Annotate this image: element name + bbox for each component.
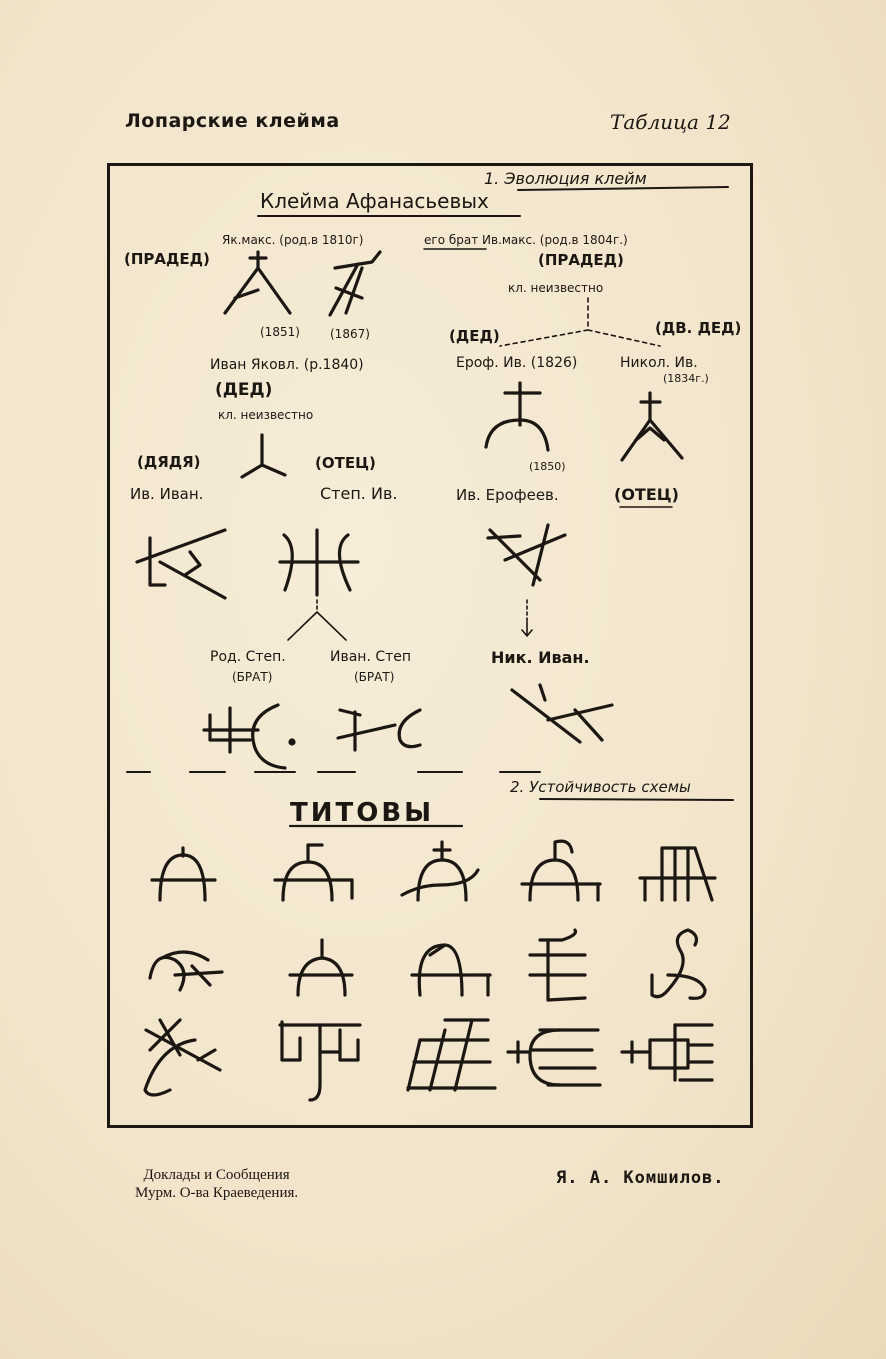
mark-rod-step <box>204 705 294 768</box>
journal-line-1: Доклады и Сообщения <box>143 1167 290 1183</box>
yak-maks-label: Як.макс. (род.в 1810г) <box>222 233 364 247</box>
brat-2-label: (БРАТ) <box>354 670 395 684</box>
titov-mark-1 <box>152 848 215 900</box>
kl-neizvestno-2: кл. неизвестно <box>218 408 314 422</box>
ded-right-label: (ДЕД) <box>449 327 500 345</box>
titov-mark-12 <box>280 1022 360 1100</box>
lineage-branch-2 <box>288 600 532 640</box>
ded-left-label: (ДЕД) <box>215 380 273 400</box>
mark-dyadya <box>242 435 285 477</box>
mark-erof-iv <box>486 383 548 450</box>
otec-1-label: (ОТЕЦ) <box>315 454 376 472</box>
ego-brat-label: его брат Ив.макс. (род.в 1804г.) <box>424 233 628 247</box>
titov-mark-11 <box>145 1020 220 1095</box>
iv-ivan-label: Ив. Иван. <box>130 485 204 503</box>
mark-iv-erofeev <box>488 525 565 585</box>
author-name: Я. А. Комшилов. <box>556 1168 725 1188</box>
journal-reference <box>135 1166 298 1202</box>
lineage-dashes-1 <box>500 298 660 346</box>
year-1851: (1851) <box>260 325 300 339</box>
nik-ivan-label: Ник. Иван. <box>491 648 590 667</box>
titov-mark-9 <box>530 930 585 1000</box>
step-iv-label: Степ. Ив. <box>320 484 398 503</box>
mark-iv-ivan <box>137 530 225 598</box>
titov-mark-8 <box>412 945 490 995</box>
titov-mark-4 <box>522 841 600 900</box>
nikol-iv-label: Никол. Ив. <box>620 355 698 371</box>
otec-2-label: (ОТЕЦ) <box>614 485 679 504</box>
mark-nikol-iv <box>622 393 682 460</box>
kl-neizvestno-1: кл. неизвестно <box>508 281 604 295</box>
praded-right-label: (ПРАДЕД) <box>538 251 624 269</box>
titov-mark-13 <box>408 1020 495 1090</box>
page-title: Лопарские клейма <box>125 110 340 132</box>
year-1834: (1834г.) <box>663 372 709 385</box>
rod-step-label: Род. Степ. <box>210 649 286 665</box>
titov-mark-2 <box>275 845 352 900</box>
titov-mark-15 <box>622 1025 712 1080</box>
family2-title: ТИТОВЫ <box>290 798 435 828</box>
iv-erofeev-label: Ив. Ерофеев. <box>456 486 559 504</box>
dyadya-label: (ДЯДЯ) <box>137 453 201 471</box>
titov-mark-6 <box>150 952 222 990</box>
table-label: Таблица 12 <box>610 110 731 134</box>
titov-mark-10 <box>652 930 705 998</box>
titov-mark-3 <box>402 842 478 900</box>
titov-mark-5 <box>640 848 715 900</box>
section1-title: 1. Эволюция клейм <box>484 169 647 188</box>
dv-ded-label: (ДВ. ДЕД) <box>655 319 742 337</box>
mark-nik-ivan <box>512 685 612 742</box>
erof-iv-label: Ероф. Ив. (1826) <box>456 355 578 371</box>
mark-yak-maks <box>225 252 290 313</box>
praded-left-label: (ПРАДЕД) <box>124 250 210 268</box>
year-1867: (1867) <box>330 327 370 341</box>
mark-ivan-step <box>338 710 420 750</box>
section2-title: 2. Устойчивость схемы <box>510 778 691 796</box>
titov-mark-7 <box>290 940 352 995</box>
journal-line-2: Мурм. О-ва Краеведения. <box>135 1185 299 1201</box>
mark-step-iv <box>280 530 358 595</box>
ivan-step-label: Иван. Степ <box>330 649 412 665</box>
brat-1-label: (БРАТ) <box>232 670 273 684</box>
section2-underline <box>540 799 733 800</box>
mark-iv-maks <box>330 252 380 315</box>
family1-title: Клейма Афанасьевых <box>260 189 489 213</box>
titov-mark-14 <box>508 1030 600 1085</box>
ivan-yakovl-label: Иван Яковл. (р.1840) <box>210 357 364 373</box>
year-1850: (1850) <box>529 460 566 473</box>
